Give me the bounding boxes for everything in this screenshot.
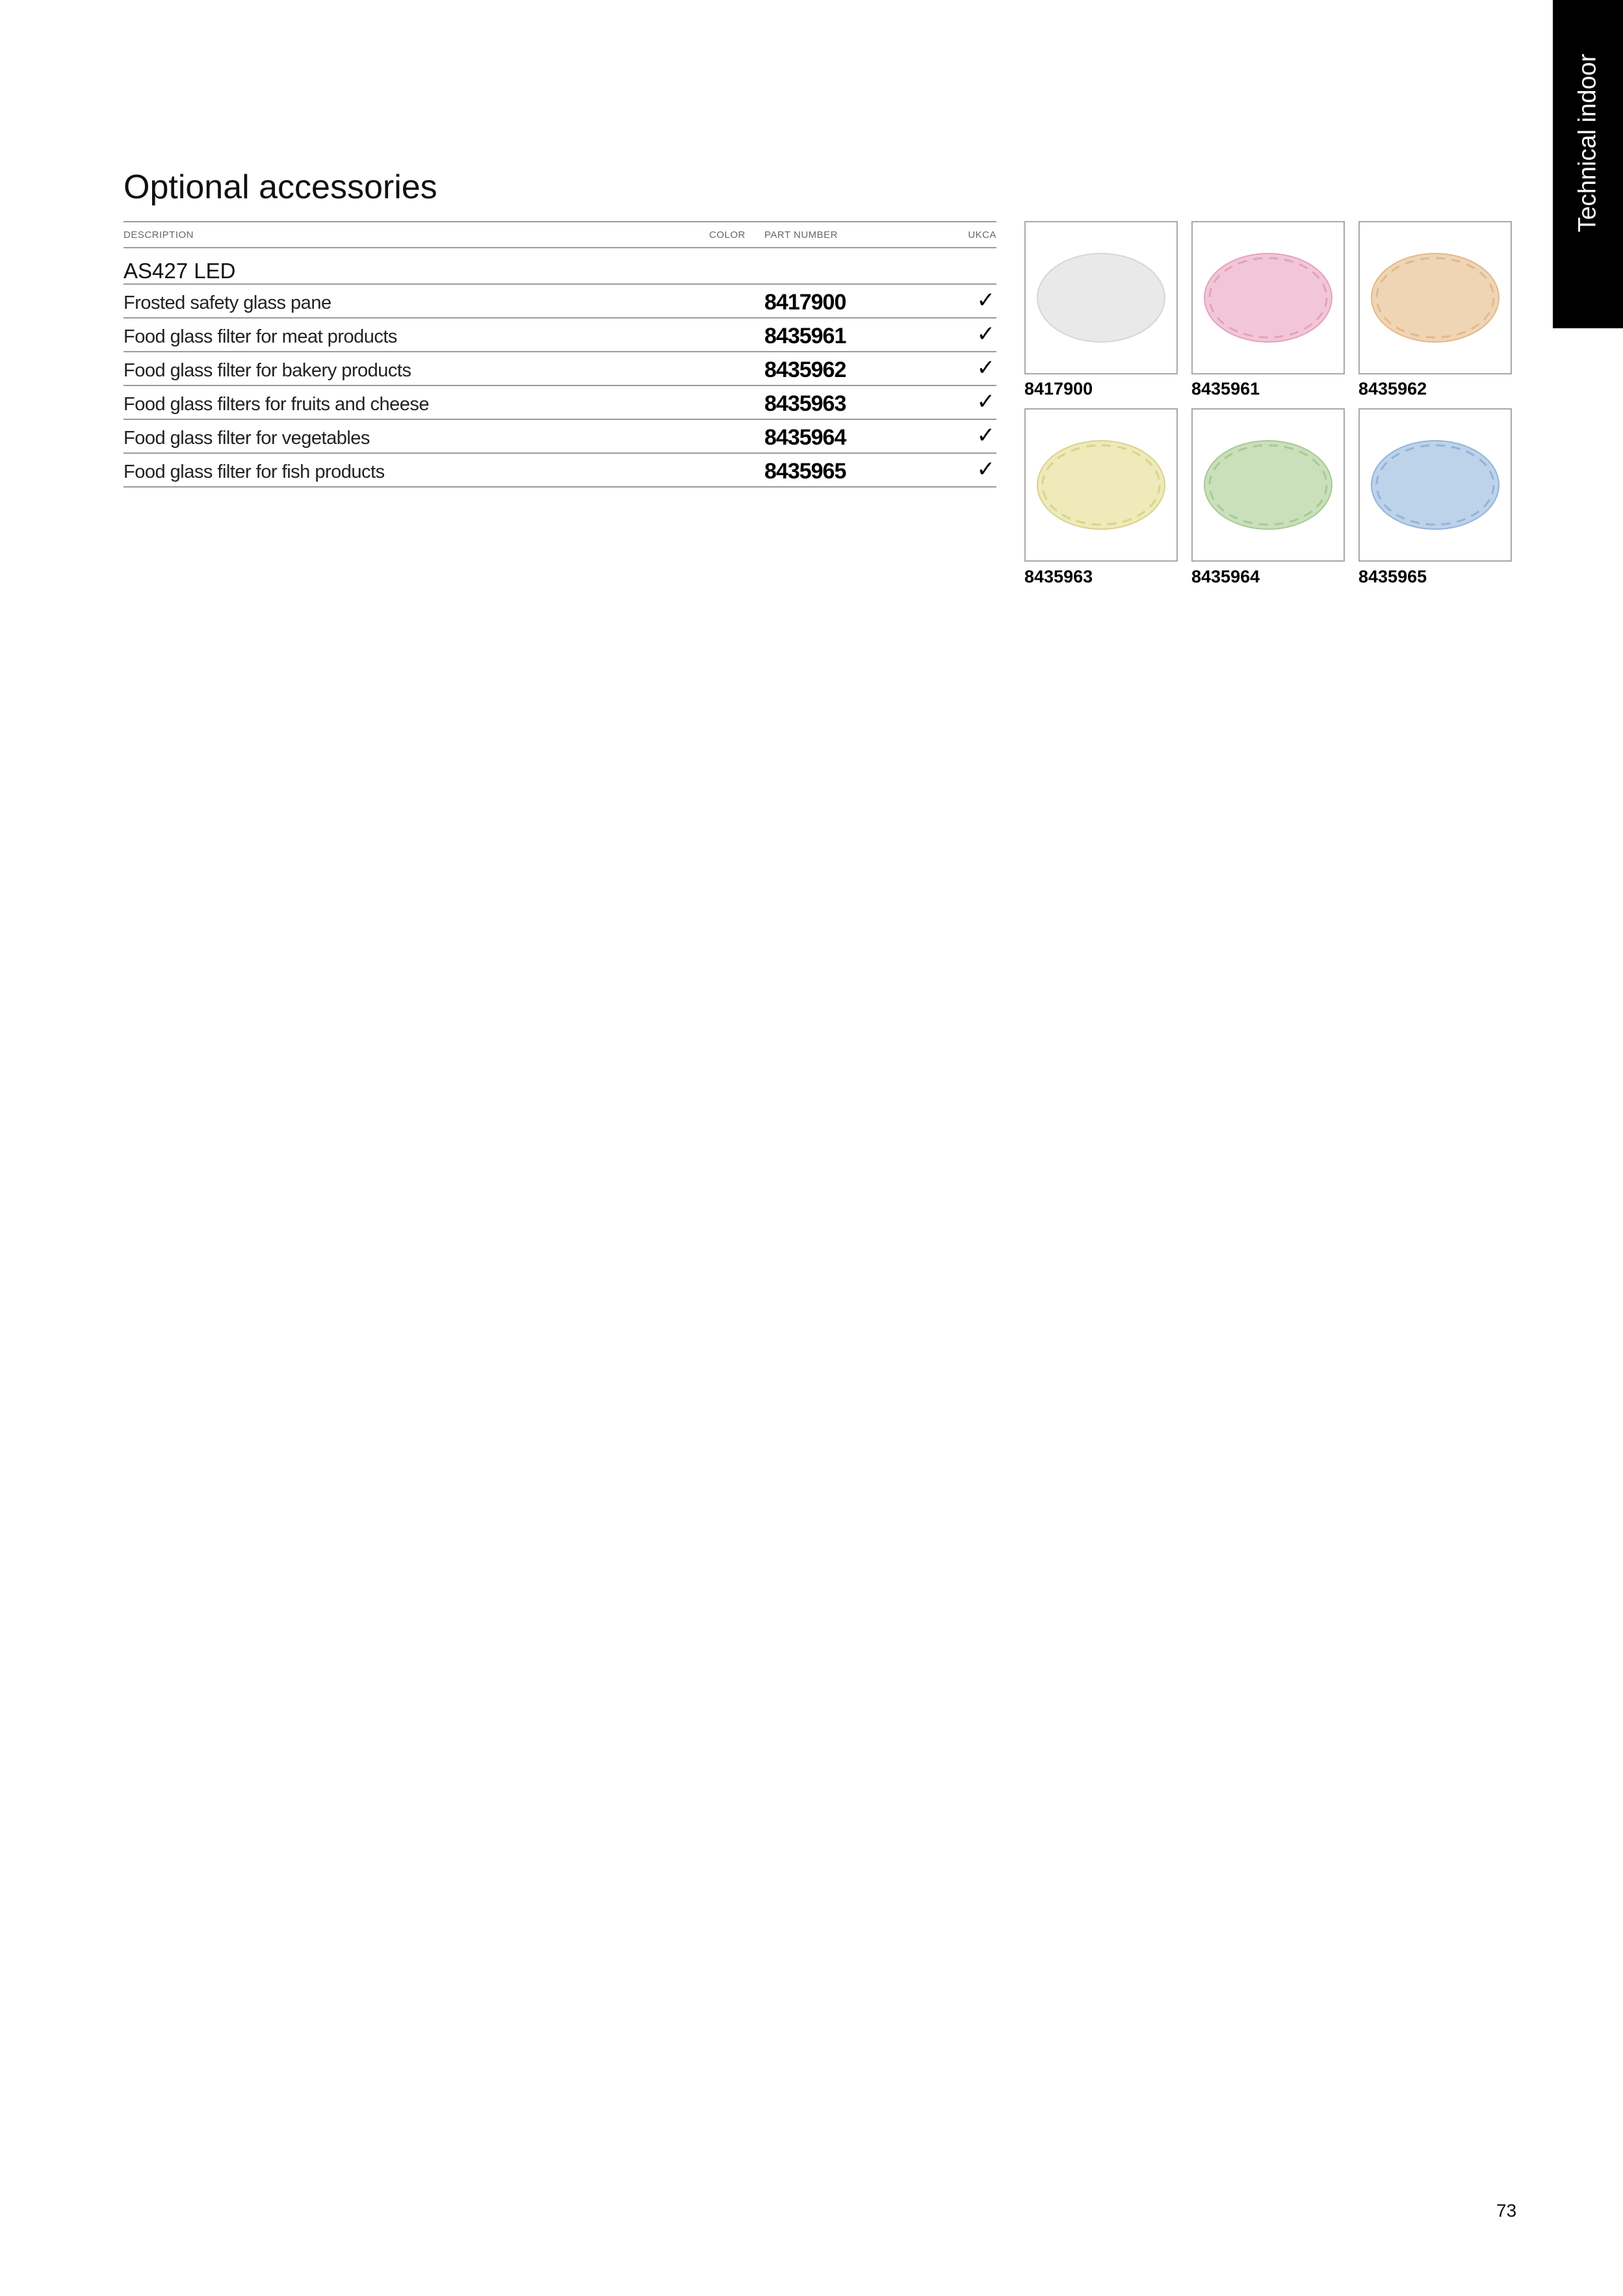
ukca-check-icon: ✓ (976, 287, 995, 313)
product-label: 8417900 (1024, 379, 1093, 398)
page-number: 73 (1496, 2200, 1517, 2221)
product-image-8435962 (1358, 221, 1512, 374)
page-title: Optional accessories (123, 168, 437, 206)
ukca-check-icon: ✓ (976, 423, 995, 449)
section-tab-label: Technical indoor (1574, 53, 1602, 233)
product-image-8417900 (1024, 221, 1178, 374)
section-tab (1553, 0, 1623, 328)
table-row (123, 352, 996, 386)
row-part-number: 8435965 (764, 459, 846, 484)
product-image-8435963 (1024, 408, 1178, 562)
accessories-table (123, 221, 996, 488)
row-part-number: 8435962 (764, 358, 846, 382)
product-label: 8435961 (1191, 379, 1260, 398)
header-ukca: UKCA (968, 229, 996, 241)
ukca-check-icon: ✓ (976, 355, 995, 381)
product-group-label: AS427 LED (123, 259, 236, 283)
row-part-number: 8417900 (764, 290, 846, 315)
row-description: Food glass filters for fruits and cheese (123, 394, 430, 415)
header-color: COLOR (709, 229, 746, 241)
table-row (123, 454, 996, 488)
ukca-check-icon: ✓ (976, 389, 995, 415)
table-row (123, 420, 996, 454)
table-row (123, 285, 996, 319)
row-description: Food glass filter for vegetables (123, 428, 370, 449)
row-description: Food glass filter for meat products (123, 326, 397, 347)
table-header (123, 221, 996, 248)
product-image-8435961 (1191, 221, 1345, 374)
product-label: 8435965 (1358, 567, 1427, 586)
row-description: Frosted safety glass pane (123, 293, 331, 313)
product-label: 8435963 (1024, 567, 1093, 586)
product-image-8435965 (1358, 408, 1512, 562)
row-part-number: 8435961 (764, 324, 846, 348)
product-image-8435964 (1191, 408, 1345, 562)
product-label: 8435962 (1358, 379, 1427, 398)
header-description: DESCRIPTION (123, 229, 194, 241)
row-description: Food glass filter for bakery products (123, 360, 411, 381)
row-part-number: 8435963 (764, 391, 846, 416)
product-group-heading (123, 248, 996, 285)
ukca-check-icon: ✓ (976, 456, 995, 482)
row-description: Food glass filter for fish products (123, 462, 385, 482)
product-label: 8435964 (1191, 567, 1260, 586)
row-part-number: 8435964 (764, 425, 846, 450)
ukca-check-icon: ✓ (976, 321, 995, 347)
header-part-number: PART NUMBER (764, 229, 838, 241)
table-row (123, 319, 996, 352)
table-row (123, 386, 996, 420)
